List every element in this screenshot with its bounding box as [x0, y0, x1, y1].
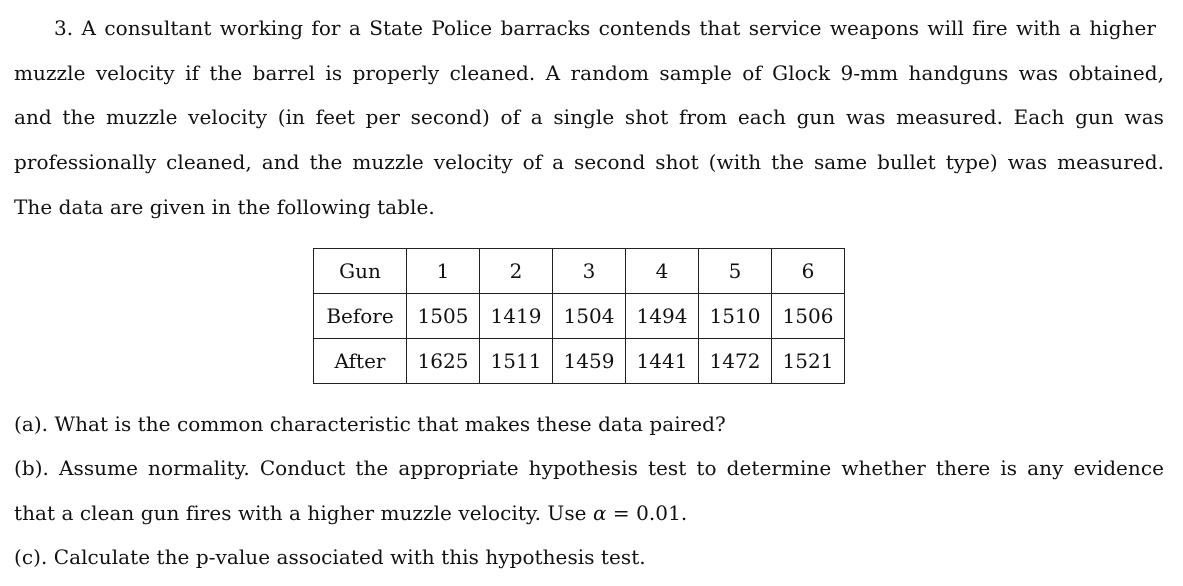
problem-text-line-2: muzzle velocity if the barrel is properly cleaned. A random sample of Glock 9-mm handguns was obtained,: [14, 61, 1164, 85]
table-cell: 1472: [699, 339, 772, 384]
table-cell: 1506: [772, 294, 845, 339]
table-row-label: Before: [314, 294, 407, 339]
table-cell: 4: [626, 249, 699, 294]
table-cell: 2: [480, 249, 553, 294]
alpha-symbol: α: [592, 501, 607, 525]
question-c: (c). Calculate the p-value associated with this hypothesis test.: [14, 545, 646, 569]
problem-text-line-3: and the muzzle velocity (in feet per second) of a single shot from each gun was measured. Each gun was: [14, 105, 1164, 129]
table-cell: 1511: [480, 339, 553, 384]
table-cell: 1504: [553, 294, 626, 339]
problem-text-line-4: professionally cleaned, and the muzzle velocity of a second shot (with the same bullet type) was measured.: [14, 150, 1164, 174]
table-cell: 1441: [626, 339, 699, 384]
table-cell: 1494: [626, 294, 699, 339]
question-a: (a). What is the common characteristic that makes these data paired?: [14, 412, 726, 436]
table-cell: 1: [407, 249, 480, 294]
question-b-alpha-value: = 0.01.: [606, 501, 688, 525]
table-cell: 1419: [480, 294, 553, 339]
table-cell: 1459: [553, 339, 626, 384]
table-row-gun: [314, 249, 845, 294]
question-b-line-2: [14, 499, 1164, 527]
question-b-text: that a clean gun fires with a higher muzzle velocity. Use: [14, 501, 593, 525]
table-row-before: [314, 294, 845, 339]
question-b-line-1: (b). Assume normality. Conduct the appropriate hypothesis test to determine whether there is any evidence: [14, 456, 1164, 480]
data-table: [313, 248, 845, 384]
table-cell: 1505: [407, 294, 480, 339]
table-row-label: After: [314, 339, 407, 384]
table-cell: 1521: [772, 339, 845, 384]
table-cell: 1510: [699, 294, 772, 339]
table-cell: 5: [699, 249, 772, 294]
problem-text-line-5: The data are given in the following table.: [14, 195, 435, 219]
table-row-label: Gun: [314, 249, 407, 294]
table-row-after: [314, 339, 845, 384]
table-cell: 1625: [407, 339, 480, 384]
problem-text-line-1: 3. A consultant working for a State Police barracks contends that service weapons will fire with a higher: [54, 16, 1156, 40]
table-cell: 6: [772, 249, 845, 294]
table-cell: 3: [553, 249, 626, 294]
